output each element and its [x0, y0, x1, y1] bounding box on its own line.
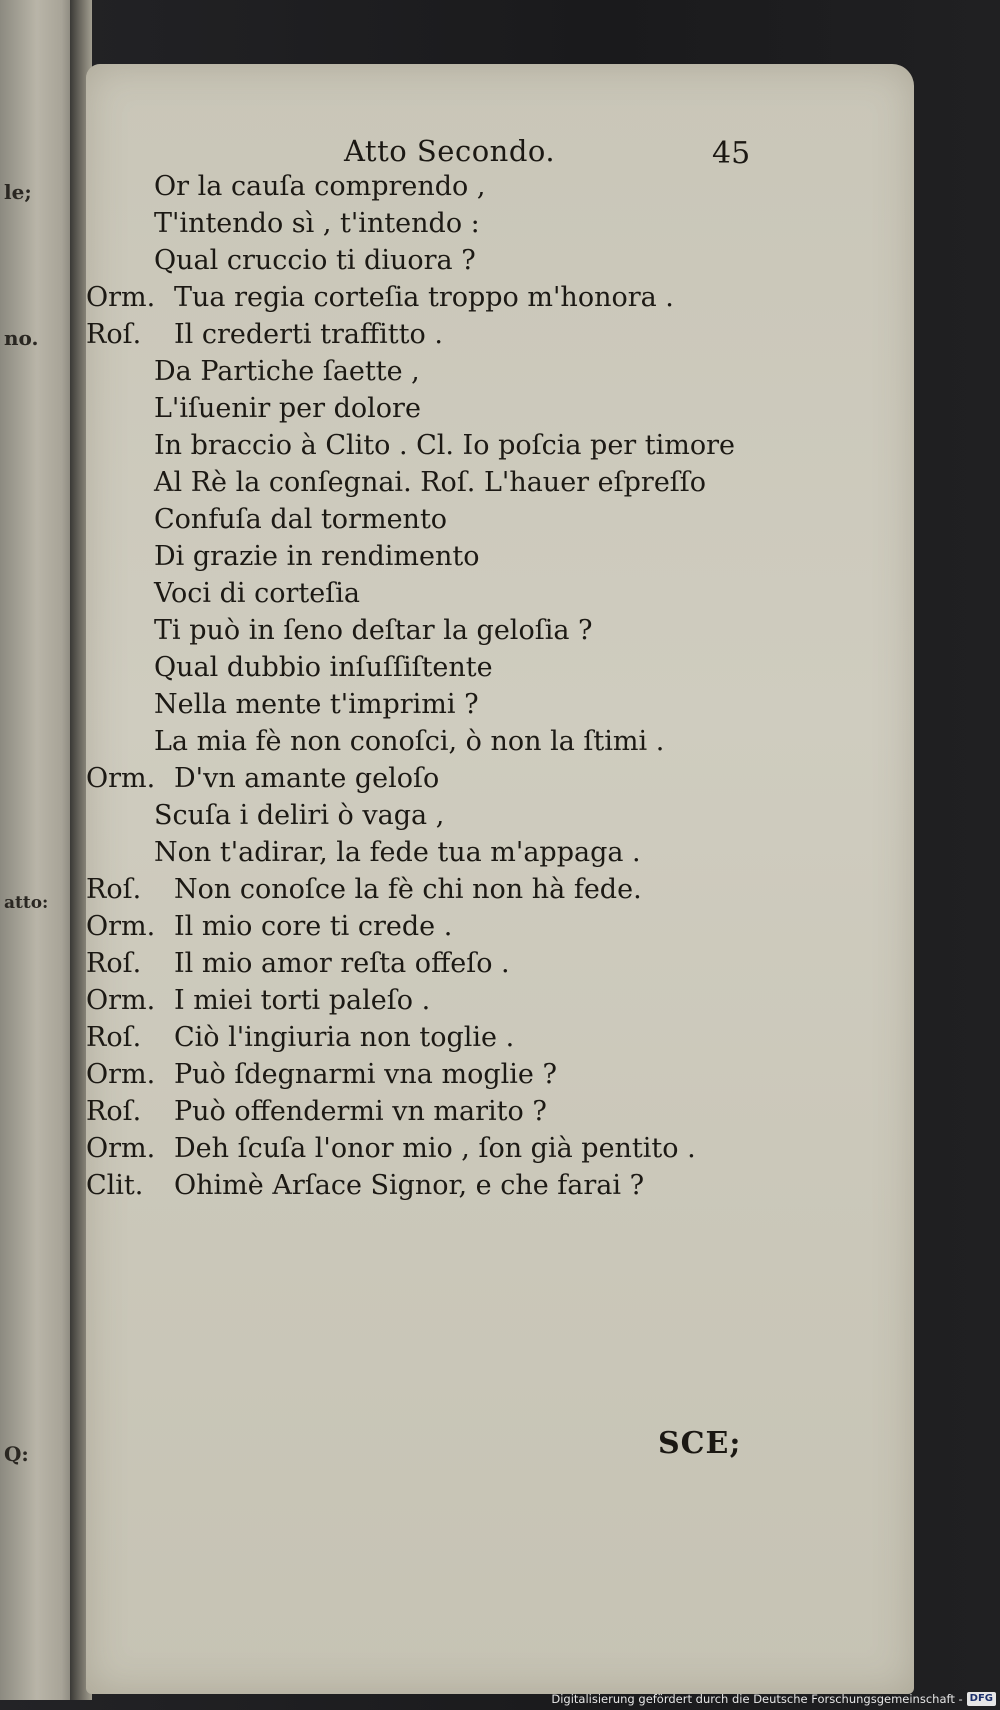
- book-page: [86, 64, 914, 1694]
- verse-text: Deh ſcuſa l'onor mio , ſon già pentito .: [174, 1133, 696, 1164]
- facing-page-fragment: no.: [4, 326, 39, 350]
- verse-line: [86, 871, 886, 908]
- verse-text: Da Partiche ſaette ,: [154, 356, 420, 387]
- speaker-label: Orm.: [86, 1133, 156, 1164]
- verse-text: Il mio amor reſta offeſo .: [174, 948, 510, 979]
- verse-line: [86, 908, 886, 945]
- verse-text: Il crederti traffitto .: [174, 319, 443, 350]
- verse-text: Or la cauſa comprendo ,: [154, 171, 486, 202]
- verse-text: Ohimè Arſace Signor, e che farai ?: [174, 1170, 645, 1201]
- verse-text: Al Rè la conſegnai. Roſ. L'hauer eſpreſſo: [154, 467, 707, 498]
- verse-text: La mia fè non conoſci, ò non la ſtimi .: [154, 726, 665, 757]
- verse-line: [86, 501, 886, 538]
- verse-text: Il mio core ti crede .: [174, 911, 453, 942]
- speaker-label: Roſ.: [86, 874, 142, 905]
- speaker-label: Roſ.: [86, 948, 142, 979]
- verse-line: [86, 1019, 886, 1056]
- verse-text: Qual cruccio ti diuora ?: [154, 245, 476, 276]
- facing-page-fragment: atto:: [4, 893, 49, 913]
- verse-line: [86, 168, 886, 205]
- verse-line: [86, 797, 886, 834]
- verse-text: Ciò l'ingiuria non toglie .: [174, 1022, 515, 1053]
- verse-line: [86, 686, 886, 723]
- verse-line: [86, 612, 886, 649]
- verse-line: [86, 1167, 886, 1204]
- speaker-label: Orm.: [86, 282, 156, 313]
- digitization-footer: [551, 1690, 996, 1708]
- verse-text: Ti può in ſeno deſtar la geloſia ?: [154, 615, 593, 646]
- verse-line: [86, 760, 886, 797]
- verse-line: [86, 427, 886, 464]
- verse-line: [86, 353, 886, 390]
- page-number: 45: [712, 136, 751, 171]
- speaker-label: Clit.: [86, 1170, 144, 1201]
- verse-line: [86, 242, 886, 279]
- speaker-label: Roſ.: [86, 1096, 142, 1127]
- verse-line: [86, 945, 886, 982]
- verse-text: Scuſa i deliri ò vaga ,: [154, 800, 445, 831]
- verse-line: [86, 316, 886, 353]
- verse-line: [86, 1093, 886, 1130]
- verse-text: Può ſdegnarmi vna moglie ?: [174, 1059, 557, 1090]
- speaker-label: Roſ.: [86, 319, 142, 350]
- verse-line: [86, 279, 886, 316]
- verse-text: D'vn amante geloſo: [174, 763, 440, 794]
- verse-text: Può offendermi vn marito ?: [174, 1096, 547, 1127]
- verse-text: T'intendo sì , t'intendo :: [154, 208, 480, 239]
- verse-line: [86, 464, 886, 501]
- verse-text: I miei torti paleſo .: [174, 985, 431, 1016]
- verse-block: [86, 168, 886, 1204]
- verse-line: [86, 390, 886, 427]
- verse-line: [86, 723, 886, 760]
- speaker-label: Orm.: [86, 985, 156, 1016]
- verse-line: [86, 1130, 886, 1167]
- speaker-label: Orm.: [86, 1059, 156, 1090]
- verse-line: [86, 649, 886, 686]
- verse-text: Di grazie in rendimento: [154, 541, 480, 572]
- verse-line: [86, 575, 886, 612]
- verse-text: Tua regia corteſia troppo m'honora .: [174, 282, 674, 313]
- verse-text: In braccio à Clito . Cl. Io poſcia per timore: [154, 430, 736, 461]
- verse-line: [86, 834, 886, 871]
- running-head: Atto Secondo.: [344, 134, 556, 168]
- verse-text: Non t'adirar, la fede tua m'appaga .: [154, 837, 641, 868]
- catchword: SCE;: [658, 1426, 742, 1461]
- footer-credit-text: Digitalisierung gefördert durch die Deutsche Forschungsgemeinschaft -: [551, 1692, 963, 1706]
- dfg-logo: DFG: [967, 1692, 996, 1706]
- verse-line: [86, 1056, 886, 1093]
- facing-page-fragment: le;: [4, 180, 32, 204]
- speaker-label: Roſ.: [86, 1022, 142, 1053]
- verse-line: [86, 538, 886, 575]
- verse-line: [86, 982, 886, 1019]
- verse-text: Nella mente t'imprimi ?: [154, 689, 479, 720]
- verse-text: Voci di corteſia: [154, 578, 360, 609]
- verse-text: Qual dubbio inſuſſiſtente: [154, 652, 493, 683]
- speaker-label: Orm.: [86, 763, 156, 794]
- verse-text: Non conoſce la fè chi non hà fede.: [174, 874, 642, 905]
- facing-page-fragment: Q:: [4, 1442, 29, 1466]
- verse-line: [86, 205, 886, 242]
- verse-text: Confuſa dal tormento: [154, 504, 448, 535]
- verse-text: L'iſuenir per dolore: [154, 393, 421, 424]
- speaker-label: Orm.: [86, 911, 156, 942]
